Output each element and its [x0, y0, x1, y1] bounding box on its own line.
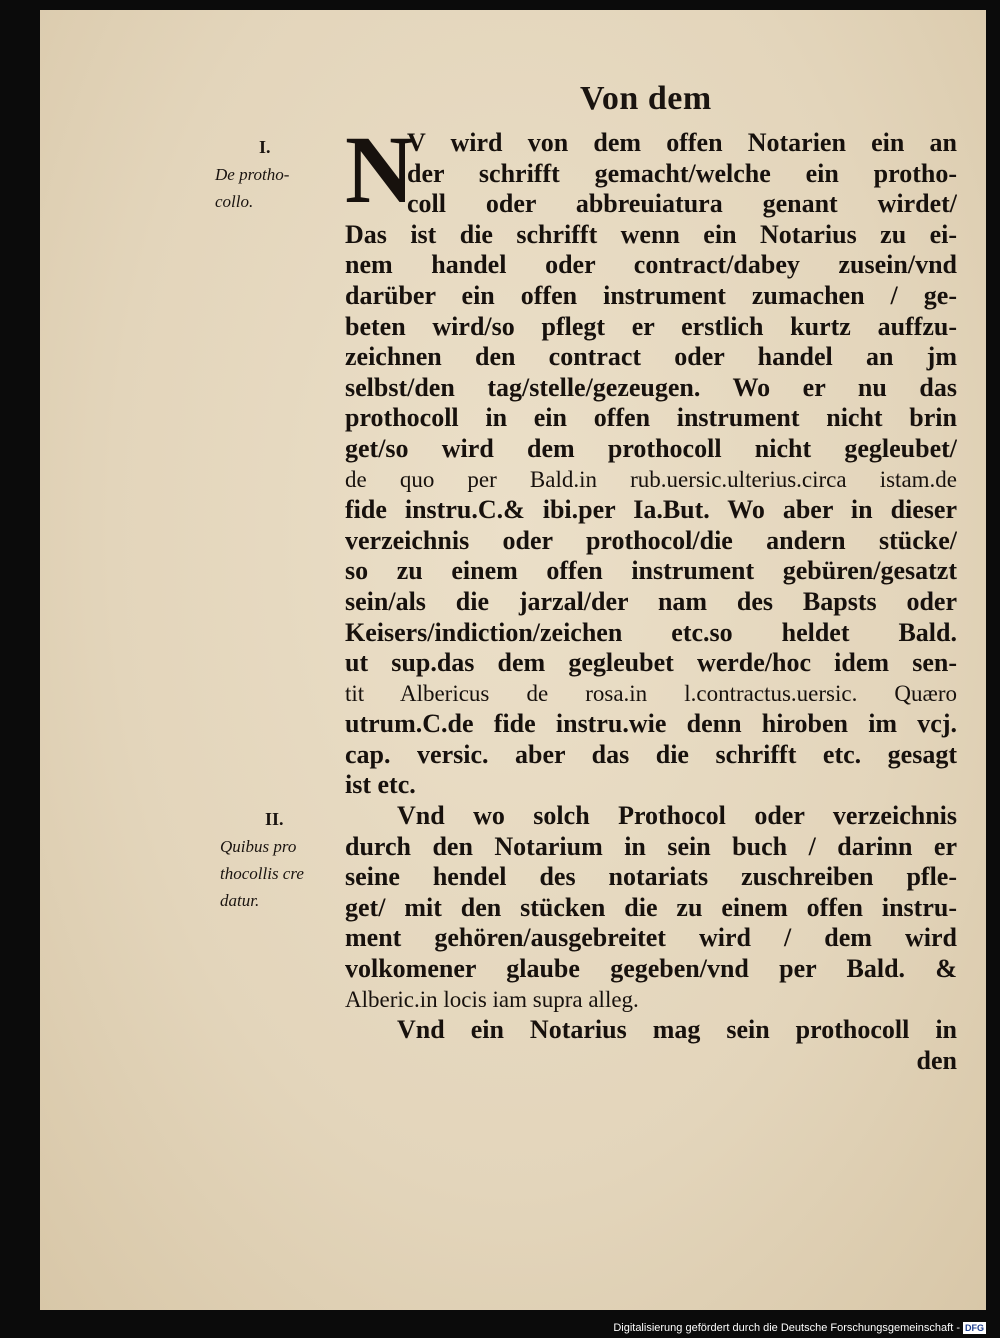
margin-note-1 — [215, 134, 289, 215]
text-line: cap. versic. aber das die schrifft etc. gesagt — [345, 739, 957, 769]
margin-note-text: De protho- collo. — [215, 165, 290, 211]
text-line: coll oder abbreuiatura genant wirdet/ — [407, 189, 957, 219]
margin-note-number: II. — [265, 809, 284, 829]
text-line: V wird von dem offen Notarien ein an — [407, 128, 957, 157]
text-line: Alberic.in locis iam supra alleg. — [345, 986, 639, 1012]
dfg-logo: DFG — [965, 1323, 984, 1333]
margin-note-2 — [220, 806, 304, 914]
text-line: nem handel oder contract/dabey zusein/vnd — [345, 250, 957, 280]
text-line: Das ist die schrifft wenn ein Notarius zu ei- — [345, 219, 957, 249]
body-text — [345, 116, 957, 1076]
text-line: der schrifft gemacht/welche ein protho- — [407, 158, 957, 188]
margin-note-text: Quibus pro thocollis cre datur. — [220, 837, 304, 910]
text-line: prothocoll in ein offen instrument nicht brin — [345, 403, 957, 433]
text-line: ment gehören/ausgebreitet wird / dem wird — [345, 923, 957, 953]
text-line: durch den Notarium in sein buch / darinn er — [345, 831, 957, 861]
margin-note-number: I. — [259, 137, 271, 157]
text-line: darüber ein offen instrument zumachen / ge- — [345, 280, 957, 310]
text-line: tit Albericus de rosa.in l.contractus.uersic. Quæro — [345, 680, 957, 706]
text-line: fide instru.C.& ibi.per Ia.But. Wo aber in dieser — [345, 495, 957, 525]
footer-text: Digitalisierung gefördert durch die Deutsche Forschungsgemeinschaft - — [613, 1322, 960, 1334]
text-line: beten wird/so pflegt er erstlich kurtz auffzu- — [345, 311, 957, 341]
text-line: Keisers/indiction/zeichen etc.so heldet Bald. — [345, 617, 957, 647]
text-line: sein/als die jarzal/der nam des Bapsts oder — [345, 586, 957, 616]
text-line: de quo per Bald.in rub.uersic.ulterius.circa istam.de — [345, 466, 957, 492]
text-line: ist etc. — [345, 770, 416, 800]
running-head: Von dem — [580, 80, 712, 117]
text-line: zeichnen den contract oder handel an jm — [345, 342, 957, 372]
text-line: Vnd ein Notarius mag sein prothocoll in — [397, 1015, 957, 1045]
footer-credit — [613, 1322, 986, 1334]
text-line: utrum.C.de fide instru.wie denn hiroben im vcj. — [345, 709, 957, 739]
text-line: get/ mit den stücken die zu einem offen instru- — [345, 892, 957, 922]
text-line: verzeichnis oder prothocol/die andern stücke/ — [345, 525, 957, 555]
text-line: so zu einem offen instrument gebüren/gesatzt — [345, 556, 957, 586]
catchword: den — [916, 1045, 957, 1075]
text-line: ut sup.das dem gegleubet werde/hoc idem sen- — [345, 648, 957, 678]
text-line: Vnd wo solch Prothocol oder verzeichnis — [397, 801, 957, 831]
drop-cap: N — [345, 116, 415, 223]
text-line: volkomener glaube gegeben/vnd per Bald. & — [345, 954, 957, 984]
text-line: get/so wird dem prothocoll nicht gegleubet/ — [345, 433, 957, 463]
text-line: seine hendel des notariats zuschreiben pfle- — [345, 862, 957, 892]
text-line: selbst/den tag/stelle/gezeugen. Wo er nu das — [345, 372, 957, 402]
